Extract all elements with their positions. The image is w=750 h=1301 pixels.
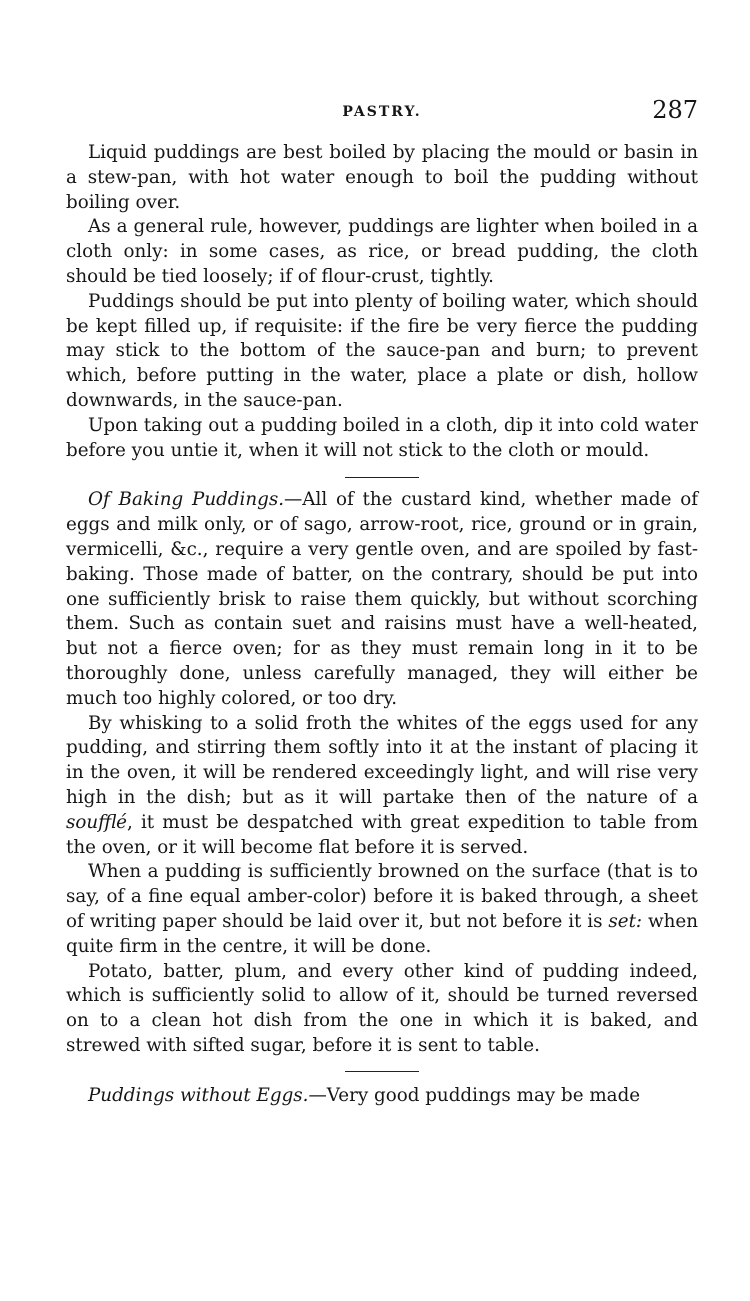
paragraph-baking-puddings	[66, 488, 698, 711]
page-header	[66, 96, 698, 126]
page-number: 287	[652, 96, 698, 124]
body-text	[66, 141, 698, 1108]
paragraph-whisking	[66, 712, 698, 861]
section-heading-baking: Of Baking Puddings.	[88, 489, 285, 511]
running-head: PASTRY.	[342, 104, 422, 120]
paragraph-boiling-water: Puddings should be put into plenty of boiling water, which should be kept filled up, if requisite: if the fire be very fierce the pudding may stick to the bottom of the sauce-pan and burn; to prevent which, before putting in the water, place a plate or dish, hollow downwards, in the sauce-pan.	[66, 290, 698, 411]
paragraph-liquid-puddings: Liquid puddings are best boiled by placing the mould or basin in a stew-pan, with hot water enough to boil the pudding without boiling over.	[66, 142, 698, 213]
paragraph-potato: Potato, batter, plum, and every other kind of pudding indeed, which is sufficiently solid to allow of it, should be turned reversed on to a clean hot dish from the one in which it is baked, and strewed with sifted sugar, before it is sent to table.	[66, 960, 698, 1056]
paragraph-browned	[66, 860, 698, 959]
section-divider-2	[345, 1071, 419, 1072]
paragraph-general-rule: As a general rule, however, puddings are lighter when boiled in a cloth only: in some cases, as rice, or bread pudding, the cloth should be tied loosely; if of flour-crust, tightly.	[66, 216, 698, 287]
set-term: set:	[608, 910, 643, 932]
section-heading-without-eggs: Puddings without Eggs.	[88, 1084, 309, 1106]
section-divider	[345, 477, 419, 478]
browned-text-1: When a pudding is sufficiently browned on the surface (that is to say, of a fine equal amber-color) before it is baked through, a sheet of writing paper should be laid over it, but not before it is	[66, 861, 698, 932]
baking-body: —All of the custard kind, whether made of eggs and milk only, or of sago, arrow-root, rice, ground or in grain, vermicelli, &c., require a very gentle oven, and are spoiled by fast-baking. Those made of batter, on the contrary, should be put into one sufficiently brisk to raise them quickly, but without scorching them. Such as contain suet and raisins must have a well-heated, but not a fierce oven; for as they must remain long in it to be thoroughly done, unless carefully managed, they will either be much too highly colored, or too dry.	[66, 489, 698, 709]
paragraph-taking-out: Upon taking out a pudding boiled in a cloth, dip it into cold water before you untie it, when it will not stick to the cloth or mould.	[66, 414, 698, 461]
browned-text-2: when quite firm in the centre, it will be done.	[66, 910, 698, 957]
whisking-text-2: , it must be despatched with great expedition to table from the oven, or it will become flat before it is served.	[66, 811, 698, 858]
paragraph-without-eggs	[66, 1084, 698, 1109]
whisking-text-1: By whisking to a solid froth the whites of the eggs used for any pudding, and stirring them softly into it at the instant of placing it in the oven, it will be rendered exceedingly light, and will rise very high in the dish; but as it will partake then of the nature of a	[66, 712, 698, 808]
souffle-term: soufflé	[66, 811, 128, 833]
without-eggs-body: —Very good puddings may be made	[308, 1084, 641, 1106]
